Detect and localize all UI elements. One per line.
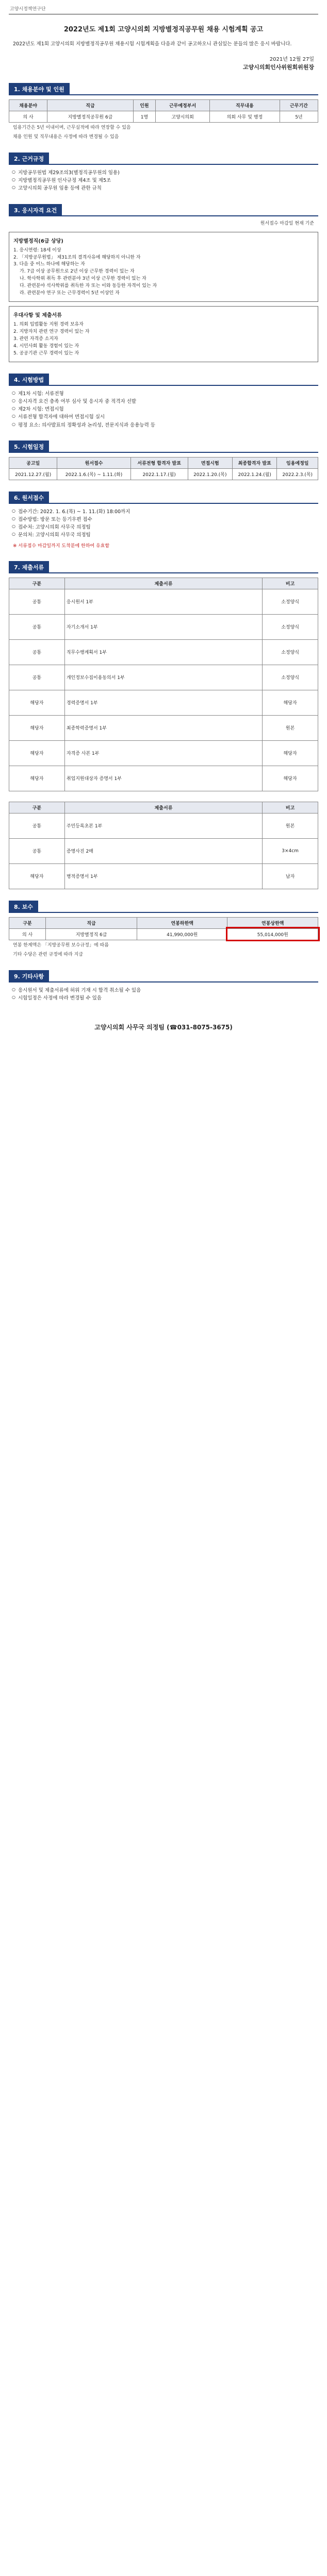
list-item: ○ 응시자격 요건 충족 여부 심사 및 응시자 중 적격자 선발	[13, 398, 314, 405]
section-9-title: 9. 기타사항	[9, 970, 49, 982]
list-item: ○ 고양시의회 공무원 임용 등에 관한 규칙	[13, 184, 314, 192]
intro-paragraph: 2022년도 제1회 고양시의회 지방별정직공무원 채용시험 시험계획을 다음과 같이 공고하오니 관심있는 분들의 많은 응시 바랍니다.	[13, 41, 292, 47]
section-3-title: 3. 응시자격 요건	[9, 204, 62, 216]
s8-note-2: 기타 수당은 관련 규정에 따라 지급	[13, 952, 84, 957]
section-9-header	[9, 970, 318, 982]
section-1-title: 1. 채용분야 및 인원	[9, 83, 70, 95]
table-row: 해당자 자격증 사본 1부 해당자	[9, 740, 318, 766]
salary-table	[9, 917, 318, 940]
document-page	[9, 0, 318, 1031]
announcement-date: 2021년 12월 27일	[269, 56, 314, 62]
preference-line: 2. 지방자치 관련 연구 경력이 있는 자	[13, 329, 90, 335]
table-row: 해당자 취업지원대상자 증명서 1부 해당자	[9, 766, 318, 791]
preference-line: 1. 의회 입법활동 지원 경력 보유자	[13, 322, 84, 328]
section-5-title: 5. 시험일정	[9, 440, 49, 453]
eligibility-line: 가. 7급 이상 공무원으로 2년 이상 근무한 경력이 있는 자	[20, 269, 135, 275]
preference-line: 5. 공공기관 근무 경력이 있는 자	[13, 350, 79, 356]
section-2-title: 2. 근거규정	[9, 152, 49, 165]
section-7-title: 7. 제출서류	[9, 561, 49, 573]
documents-table	[9, 578, 318, 791]
section-5-header	[9, 440, 318, 453]
schedule-table	[9, 457, 318, 480]
eligibility-line: 나. 학사학위 취득 후 관련분야 3년 이상 근무한 경력이 있는 자	[20, 276, 146, 282]
eligibility-line: 1. 응시연령: 18세 이상	[13, 247, 61, 253]
positions-table	[9, 99, 318, 123]
eligibility-line: 3. 다음 중 어느 하나에 해당하는 자	[13, 262, 85, 267]
s8-note-1: 연봉 한계액은 「지방공무원 보수규정」에 따름	[13, 942, 109, 948]
eligibility-line: 라. 관련분야 연구 또는 근무경력이 5년 이상인 자	[20, 291, 120, 296]
legal-basis-list	[13, 169, 314, 193]
exam-method-list	[13, 390, 314, 429]
list-item: ○ 평정 요소: 의사발표의 정확성과 논리성, 전문지식과 응용능력 등	[13, 421, 314, 429]
footer-contact: 고양시의회 사무국 의정팀 (☎031-8075-3675)	[94, 1024, 233, 1031]
list-item: ○ 접수방법: 방문 또는 등기우편 접수	[13, 516, 314, 523]
section-3-header	[9, 204, 318, 216]
s1-note-2: 채용 인원 및 직무내용은 사정에 따라 변경될 수 있음	[13, 134, 119, 140]
s1-note-1: 임용기간은 5년 이내이며, 근무실적에 따라 연장할 수 있음	[13, 125, 131, 131]
list-item: ○ 제2차 시험: 면접시험	[13, 405, 314, 413]
table-row: 해당자 최종학력증명서 1부 원본	[9, 715, 318, 740]
table-header-row: 구분 직급 연봉하한액 연봉상한액	[9, 917, 318, 928]
preference-line: 4. 시민사회 활동 경험이 있는 자	[13, 343, 79, 349]
table-row: 공통 주민등록초본 1부 원본	[9, 813, 318, 838]
salary-max-highlighted: 55,014,000원	[227, 928, 318, 940]
misc-list	[13, 987, 314, 1002]
table-header-row: 구분 제출서류 비고	[9, 802, 318, 813]
table-header-row: 채용분야 직급 인원 근무예정부서 직무내용 근무기간	[9, 100, 318, 111]
list-item: ○ 접수기간: 2022. 1. 6.(목) ~ 1. 11.(화) 18:00까지	[13, 508, 314, 516]
list-item: ○ 지방공무원법 제29조의3(별정직공무원의 임용)	[13, 169, 314, 177]
application-list	[13, 508, 314, 539]
table-row: 공통 개인정보수집이용동의서 1부 소정양식	[9, 665, 318, 690]
preference-box	[9, 306, 318, 362]
header-note: 고양시정책연구단	[9, 3, 318, 14]
section-6-header	[9, 492, 318, 504]
eligibility-line: 2. 「지방공무원법」 제31조의 결격사유에 해당하지 아니한 자	[13, 255, 141, 260]
table-row: 공통 응시원서 1부 소정양식	[9, 589, 318, 614]
section-6-title: 6. 원서접수	[9, 492, 49, 504]
eligibility-box	[9, 232, 318, 302]
section-8-header	[9, 901, 318, 913]
section-4-header	[9, 374, 318, 386]
table-row: 해당자 병적증명서 1부 남자	[9, 863, 318, 889]
table-header-row: 공고일 원서접수 서류전형 합격자 발표 면접시험 최종합격자 발표 임용예정일	[9, 457, 318, 468]
table-row: 의 사 지방별정직공무원 6급 1명 고양시의회 의회 사무 및 행정 5년	[9, 111, 318, 123]
table-row: 공통 직무수행계획서 1부 소정양식	[9, 639, 318, 665]
table-row: 의 사 지방별정직 6급 41,990,000원 55,014,000원	[9, 928, 318, 940]
preference-line: 3. 관련 자격증 소지자	[13, 336, 58, 342]
eligibility-line: 다. 관련분야 석사학위를 취득한 자 또는 이와 동등한 자격이 있는 자	[20, 283, 157, 289]
list-item: ○ 문의처: 고양시의회 사무국 의정팀	[13, 531, 314, 539]
s3-note: 원서접수 마감일 현재 기준	[260, 221, 314, 226]
date-block	[9, 56, 314, 72]
table-row: 해당자 경력증명서 1부 해당자	[9, 690, 318, 715]
section-7-header	[9, 561, 318, 573]
section-4-title: 4. 시험방법	[9, 374, 49, 386]
section-2-header	[9, 152, 318, 165]
list-item: ○ 지방별정직공무원 인사규정 제4조 및 제5조	[13, 177, 314, 184]
page-title: 2022년도 제1회 고양시의회 지방별정직공무원 채용 시험계획 공고	[63, 26, 264, 33]
section-1-header	[9, 83, 318, 95]
table-row: 2021.12.27.(월) 2022.1.6.(목) ~ 1.11.(화) 2022.1.17.(월) 2022.1.20.(목) 2022.1.24.(월) 2022.2.3.(목)	[9, 468, 318, 480]
preference-box-title: 우대사항 및 제출서류	[13, 313, 62, 319]
list-item: ○ 제1차 시험: 서류전형	[13, 390, 314, 398]
section-8-title: 8. 보수	[9, 901, 38, 913]
list-item: ○ 접수처: 고양시의회 사무국 의정팀	[13, 523, 314, 531]
list-item: ○ 시험일정은 사정에 따라 변경될 수 있음	[13, 994, 314, 1002]
eligibility-box-title: 지방별정직(6급 상당)	[13, 238, 63, 244]
documents-table-2	[9, 802, 318, 889]
issuing-org: 고양시의회인사위원회위원장	[242, 63, 314, 71]
table-header-row: 구분 제출서류 비고	[9, 578, 318, 589]
application-warning: ※ 서류접수 마감일까지 도착분에 한하여 유효함	[13, 543, 110, 549]
list-item: ○ 서류전형 합격자에 대하여 면접시험 실시	[13, 413, 314, 421]
table-row: 공통 증명사진 2매 3×4cm	[9, 838, 318, 863]
table-row: 공통 자기소개서 1부 소정양식	[9, 614, 318, 639]
list-item: ○ 응시원서 및 제출서류에 허위 기재 시 합격 취소될 수 있음	[13, 987, 314, 994]
